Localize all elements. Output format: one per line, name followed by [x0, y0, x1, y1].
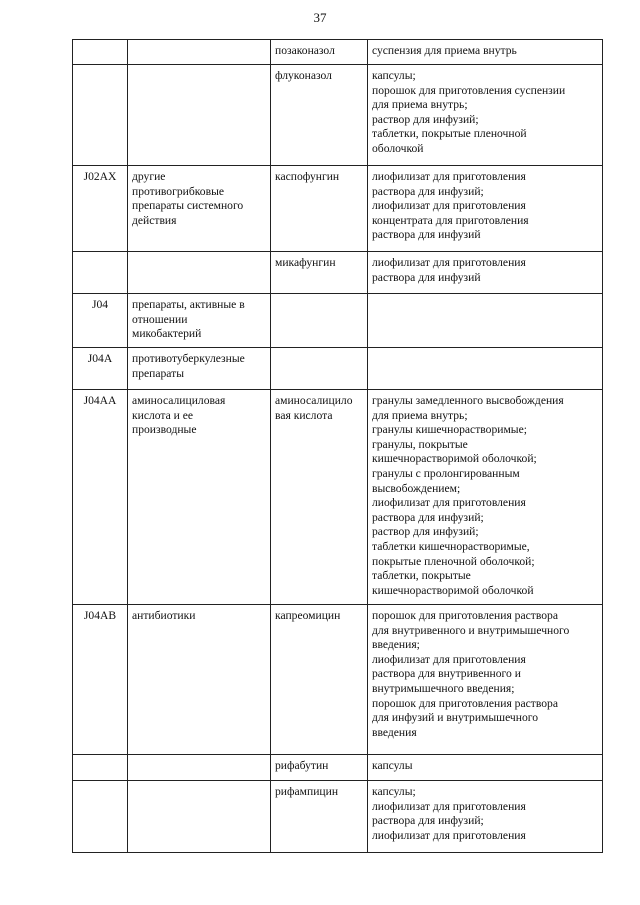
table-row: [73, 65, 603, 166]
drug-name-cell-line: капреомицин: [275, 609, 341, 622]
atc-code-cell: [73, 755, 128, 781]
atc-code-cell: J04AB: [73, 605, 128, 755]
dosage-form-cell: [368, 166, 603, 252]
table-row: [73, 166, 603, 252]
drug-table: [72, 39, 603, 853]
atc-code-cell: [73, 40, 128, 65]
group-name-cell: [128, 390, 271, 605]
group-name-cell-line: микобактерий: [132, 327, 202, 341]
drug-name-cell: [271, 166, 368, 252]
group-name-cell-line: аминосалициловая: [132, 394, 226, 407]
group-name-cell-line: препараты, активные в: [132, 298, 245, 311]
dosage-form-cell-line: таблетки, покрытые: [372, 569, 471, 583]
group-name-cell: [128, 348, 271, 390]
dosage-form-cell-line: раствора для инфузий;: [372, 510, 484, 524]
dosage-form-cell-line: оболочкой: [372, 141, 424, 155]
dosage-form-cell-line: капсулы;: [372, 69, 416, 82]
dosage-form-cell-line: раствора для внутривенного и: [372, 667, 521, 681]
dosage-form-cell-line: концентрата для приготовления: [372, 213, 529, 227]
dosage-form-cell-line: высвобождением;: [372, 481, 461, 495]
dosage-form-cell: [368, 65, 603, 166]
drug-name-cell: [271, 605, 368, 755]
dosage-form-cell-line: таблетки кишечнорастворимые,: [372, 539, 530, 553]
dosage-form-cell-line: лиофилизат для приготовления: [372, 496, 526, 510]
group-name-cell-line: противотуберкулезные: [132, 352, 245, 365]
dosage-form-cell-line: лиофилизат для приготовления: [372, 799, 526, 813]
dosage-form-cell-line: раствор для инфузий;: [372, 525, 479, 539]
drug-name-cell-line: флуконазол: [275, 69, 332, 82]
dosage-form-cell-line: гранулы замедленного высвобождения: [372, 394, 564, 407]
table-row: [73, 390, 603, 605]
group-name-cell: [128, 40, 271, 65]
drug-name-cell: [271, 65, 368, 166]
dosage-form-cell: [368, 605, 603, 755]
drug-name-cell: [271, 294, 368, 348]
dosage-form-cell-line: капсулы;: [372, 785, 416, 798]
dosage-form-cell-line: для приема внутрь;: [372, 98, 468, 112]
drug-name-cell-line: позаконазол: [275, 44, 335, 57]
dosage-form-cell-line: раствора для инфузий;: [372, 814, 484, 828]
drug-name-cell: [271, 390, 368, 605]
dosage-form-cell: [368, 40, 603, 65]
table-row: [73, 781, 603, 853]
atc-code-cell: J04A: [73, 348, 128, 390]
dosage-form-cell: [368, 390, 603, 605]
dosage-form-cell-line: кишечнорастворимой оболочкой: [372, 583, 534, 597]
table-row: [73, 252, 603, 294]
dosage-form-cell: [368, 294, 603, 348]
dosage-form-cell-line: внутримышечного введения;: [372, 681, 515, 695]
group-name-cell: [128, 605, 271, 755]
dosage-form-cell-line: раствор для инфузий;: [372, 112, 479, 126]
group-name-cell: [128, 65, 271, 166]
drug-name-cell: [271, 252, 368, 294]
dosage-form-cell-line: порошок для приготовления раствора: [372, 696, 558, 710]
atc-code-cell: [73, 65, 128, 166]
atc-code-cell: [73, 781, 128, 853]
atc-code-cell: J02AX: [73, 166, 128, 252]
dosage-form-cell-line: лиофилизат для приготовления: [372, 256, 526, 269]
dosage-form-cell-line: порошок для приготовления суспензии: [372, 83, 566, 97]
dosage-form-cell-line: гранулы с пролонгированным: [372, 466, 520, 480]
group-name-cell: [128, 294, 271, 348]
group-name-cell: [128, 252, 271, 294]
group-name-cell-line: противогрибковые: [132, 184, 225, 198]
dosage-form-cell-line: порошок для приготовления раствора: [372, 609, 558, 622]
table-row: [73, 40, 603, 65]
table-row: [73, 605, 603, 755]
dosage-form-cell-line: для инфузий и внутримышечного: [372, 711, 539, 725]
dosage-form-cell-line: введения: [372, 725, 417, 739]
group-name-cell-line: отношении: [132, 312, 188, 326]
table-row: [73, 348, 603, 390]
dosage-form-cell: [368, 252, 603, 294]
group-name-cell-line: препараты: [132, 366, 184, 380]
drug-name-cell: [271, 755, 368, 781]
dosage-form-cell-line: кишечнорастворимой оболочкой;: [372, 452, 537, 466]
group-name-cell: [128, 166, 271, 252]
atc-code-cell: J04AA: [73, 390, 128, 605]
dosage-form-cell-line: суспензия для приема внутрь: [372, 44, 517, 57]
table-body: [73, 40, 603, 853]
dosage-form-cell-line: покрытые пленочной оболочкой;: [372, 554, 535, 568]
dosage-form-cell-line: гранулы, покрытые: [372, 437, 468, 451]
drug-name-cell-line: каспофунгин: [275, 170, 340, 183]
dosage-form-cell-line: для приема внутрь;: [372, 408, 468, 422]
dosage-form-cell-line: капсулы: [372, 759, 413, 772]
table-row: [73, 294, 603, 348]
dosage-form-cell-line: таблетки, покрытые пленочной: [372, 127, 527, 141]
atc-code-cell: J04: [73, 294, 128, 348]
dosage-form-cell: [368, 781, 603, 853]
drug-name-cell-line: рифампицин: [275, 785, 339, 798]
dosage-form-cell-line: лиофилизат для приготовления: [372, 828, 526, 842]
group-name-cell-line: препараты системного: [132, 199, 244, 213]
dosage-form-cell-line: гранулы кишечнорастворимые;: [372, 423, 527, 437]
dosage-form-cell-line: раствора для инфузий: [372, 270, 481, 284]
atc-code-cell: [73, 252, 128, 294]
dosage-form-cell-line: введения;: [372, 638, 420, 652]
drug-name-cell-line: рифабутин: [275, 759, 329, 772]
dosage-form-cell-line: лиофилизат для приготовления: [372, 170, 526, 183]
drug-name-cell: [271, 781, 368, 853]
group-name-cell: [128, 755, 271, 781]
drug-name-cell-line: микафунгин: [275, 256, 336, 269]
dosage-form-cell: [368, 348, 603, 390]
dosage-form-cell-line: лиофилизат для приготовления: [372, 199, 526, 213]
drug-name-cell: [271, 40, 368, 65]
page-number: 37: [313, 10, 327, 25]
drug-name-cell-line: вая кислота: [275, 408, 333, 422]
drug-name-cell: [271, 348, 368, 390]
dosage-form-cell-line: лиофилизат для приготовления: [372, 652, 526, 666]
drug-name-cell-line: аминосалицило: [275, 394, 353, 407]
dosage-form-cell-line: раствора для инфузий;: [372, 184, 484, 198]
group-name-cell-line: действия: [132, 213, 177, 227]
group-name-cell-line: антибиотики: [132, 609, 196, 622]
group-name-cell-line: производные: [132, 423, 197, 437]
dosage-form-cell-line: раствора для инфузий: [372, 228, 481, 242]
dosage-form-cell-line: для внутривенного и внутримышечного: [372, 623, 570, 637]
group-name-cell: [128, 781, 271, 853]
group-name-cell-line: кислота и ее: [132, 408, 194, 422]
dosage-form-cell: [368, 755, 603, 781]
table-row: [73, 755, 603, 781]
group-name-cell-line: другие: [132, 170, 166, 183]
